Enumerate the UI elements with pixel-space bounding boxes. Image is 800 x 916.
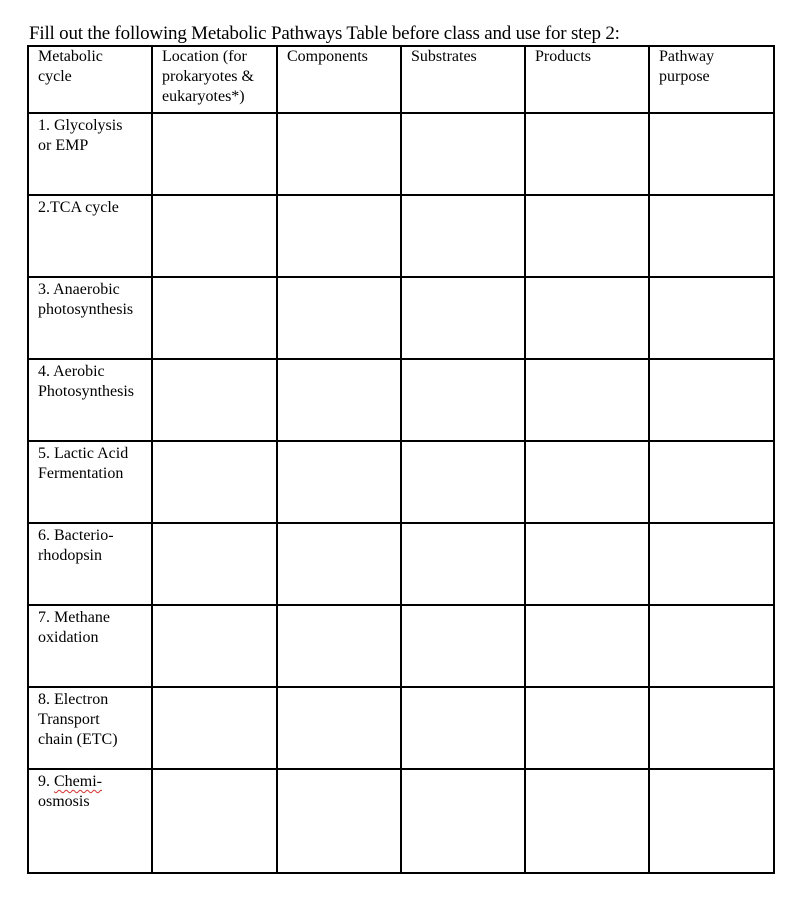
location-cell[interactable] xyxy=(152,605,277,687)
components-cell[interactable] xyxy=(277,523,401,605)
cycle-name-line: rhodopsin xyxy=(38,547,102,564)
table-row xyxy=(28,277,774,359)
header-line: purpose xyxy=(659,68,710,85)
components-cell[interactable] xyxy=(277,113,401,195)
header-line: Metabolic xyxy=(38,48,103,65)
pathway-purpose-cell[interactable] xyxy=(649,195,774,277)
spellcheck-flagged-word[interactable]: Chemi- xyxy=(54,773,102,790)
header-line: Location (for xyxy=(162,48,247,65)
table-row xyxy=(28,605,774,687)
location-cell[interactable] xyxy=(152,441,277,523)
cycle-name-line: 7. Methane xyxy=(38,609,110,626)
cycle-name-line: or EMP xyxy=(38,137,89,154)
cycle-name-line: oxidation xyxy=(38,629,99,646)
substrates-cell[interactable] xyxy=(401,605,525,687)
table-row xyxy=(28,359,774,441)
cycle-name-line: 4. Aerobic xyxy=(38,363,105,380)
cycle-name-line: 6. Bacterio- xyxy=(38,527,114,544)
substrates-cell[interactable] xyxy=(401,113,525,195)
cycle-name-line: chain (ETC) xyxy=(38,731,118,748)
header-line: Components xyxy=(287,48,368,65)
header-line: Pathway xyxy=(659,48,715,65)
cycle-name-line: Photosynthesis xyxy=(38,383,135,400)
header-line: Substrates xyxy=(411,48,477,65)
metabolic-pathways-table xyxy=(27,45,775,874)
substrates-cell[interactable] xyxy=(401,441,525,523)
header-pathway-purpose xyxy=(649,46,774,113)
cycle-number: 9. xyxy=(38,773,54,790)
header-products xyxy=(525,46,649,113)
pathway-purpose-cell[interactable] xyxy=(649,277,774,359)
products-cell[interactable] xyxy=(525,359,649,441)
table-header-row xyxy=(28,46,774,113)
table-row xyxy=(28,523,774,605)
cycle-name-line: 3. Anaerobic xyxy=(38,281,120,298)
pathway-purpose-cell[interactable] xyxy=(649,605,774,687)
header-location xyxy=(152,46,277,113)
components-cell[interactable] xyxy=(277,359,401,441)
products-cell[interactable] xyxy=(525,769,649,873)
substrates-cell[interactable] xyxy=(401,359,525,441)
instruction-text: Fill out the following Metabolic Pathways Table before class and use for step 2: xyxy=(29,23,620,44)
header-line: Products xyxy=(535,48,591,65)
location-cell[interactable] xyxy=(152,523,277,605)
cycle-name-line: 8. Electron xyxy=(38,691,109,708)
location-cell[interactable] xyxy=(152,113,277,195)
table-row xyxy=(28,113,774,195)
cycle-cell xyxy=(28,605,152,687)
pathway-purpose-cell[interactable] xyxy=(649,769,774,873)
cycle-name-line: Transport xyxy=(38,711,100,728)
pathway-purpose-cell[interactable] xyxy=(649,523,774,605)
products-cell[interactable] xyxy=(525,195,649,277)
header-line: cycle xyxy=(38,68,72,85)
header-substrates xyxy=(401,46,525,113)
products-cell[interactable] xyxy=(525,277,649,359)
cycle-cell xyxy=(28,441,152,523)
cycle-cell xyxy=(28,687,152,769)
products-cell[interactable] xyxy=(525,605,649,687)
cycle-cell xyxy=(28,359,152,441)
cycle-name-line xyxy=(38,772,151,792)
table-row xyxy=(28,441,774,523)
substrates-cell[interactable] xyxy=(401,195,525,277)
products-cell[interactable] xyxy=(525,441,649,523)
pathway-purpose-cell[interactable] xyxy=(649,113,774,195)
components-cell[interactable] xyxy=(277,277,401,359)
products-cell[interactable] xyxy=(525,113,649,195)
location-cell[interactable] xyxy=(152,195,277,277)
components-cell[interactable] xyxy=(277,195,401,277)
substrates-cell[interactable] xyxy=(401,523,525,605)
cycle-name-line: osmosis xyxy=(38,793,90,810)
cycle-cell xyxy=(28,769,152,873)
cycle-cell xyxy=(28,195,152,277)
pathway-purpose-cell[interactable] xyxy=(649,359,774,441)
cycle-name-line: 5. Lactic Acid xyxy=(38,445,129,462)
substrates-cell[interactable] xyxy=(401,769,525,873)
pathway-purpose-cell[interactable] xyxy=(649,687,774,769)
components-cell[interactable] xyxy=(277,769,401,873)
location-cell[interactable] xyxy=(152,687,277,769)
products-cell[interactable] xyxy=(525,687,649,769)
location-cell[interactable] xyxy=(152,359,277,441)
location-cell[interactable] xyxy=(152,277,277,359)
header-line: prokaryotes & xyxy=(162,68,254,85)
components-cell[interactable] xyxy=(277,441,401,523)
cycle-cell xyxy=(28,277,152,359)
cycle-cell xyxy=(28,113,152,195)
substrates-cell[interactable] xyxy=(401,277,525,359)
cycle-cell xyxy=(28,523,152,605)
pathway-purpose-cell[interactable] xyxy=(649,441,774,523)
header-components xyxy=(277,46,401,113)
table-row xyxy=(28,769,774,873)
cycle-name-line: 1. Glycolysis xyxy=(38,117,123,134)
substrates-cell[interactable] xyxy=(401,687,525,769)
products-cell[interactable] xyxy=(525,523,649,605)
table-row xyxy=(28,687,774,769)
cycle-name-line: Fermentation xyxy=(38,465,124,482)
header-metabolic-cycle xyxy=(28,46,152,113)
cycle-name-line: 2.TCA cycle xyxy=(38,199,119,216)
cycle-name-line: photosynthesis xyxy=(38,301,134,318)
header-line: eukaryotes*) xyxy=(162,88,245,105)
components-cell[interactable] xyxy=(277,605,401,687)
table-row xyxy=(28,195,774,277)
components-cell[interactable] xyxy=(277,687,401,769)
location-cell[interactable] xyxy=(152,769,277,873)
